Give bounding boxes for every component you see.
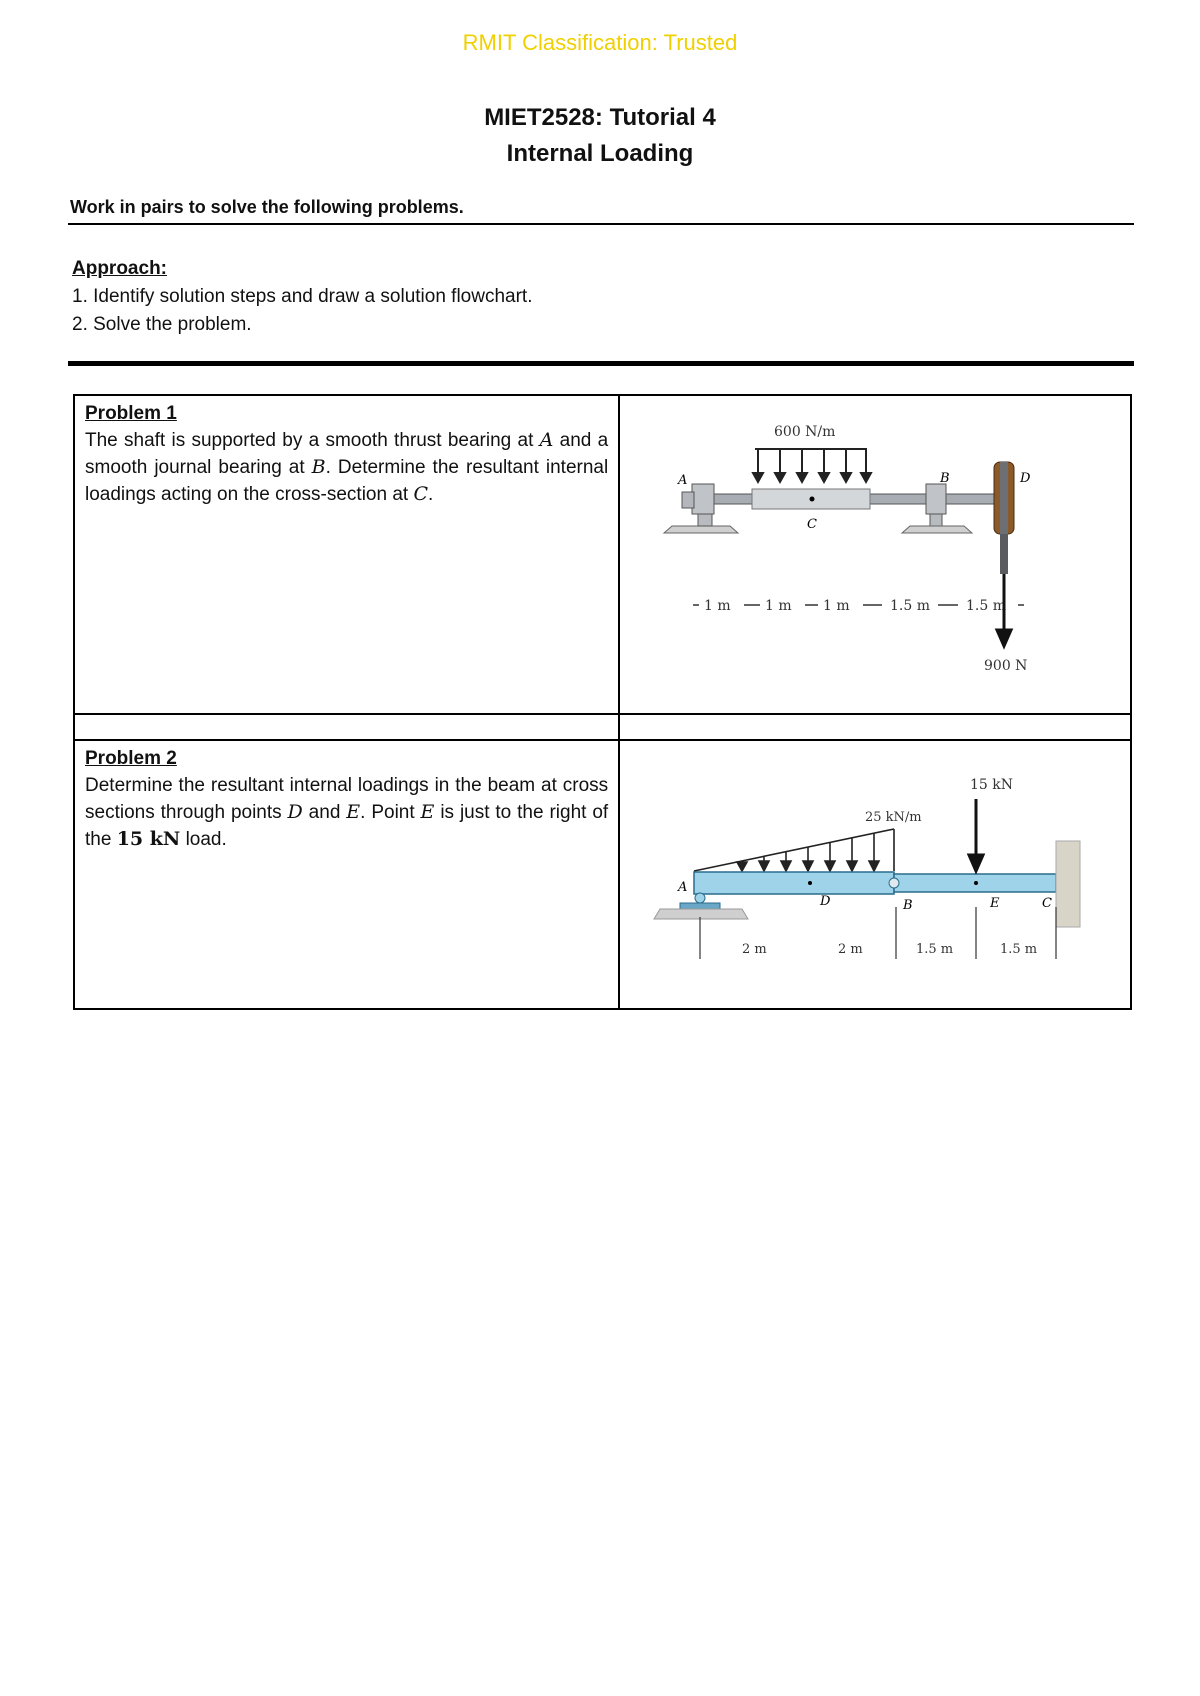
label-b: B (903, 898, 913, 913)
dim-3: 1 m (823, 598, 850, 614)
problem-1-text-cell (74, 395, 619, 714)
dimension-row (704, 598, 1006, 614)
problem-1-statement: The shaft is supported by a smooth thrust bearing at A and a smooth journal bearing at B. Determine the resultant internal loadings acting on the cross-section at C. (85, 429, 609, 505)
dimension-row (742, 942, 1037, 957)
label-c: C (807, 517, 818, 532)
course-title: MIET2528: Tutorial 4 (484, 104, 716, 131)
problem-row (74, 395, 1131, 714)
label-a: A (678, 473, 688, 488)
beam-diagram (620, 741, 1126, 1003)
problem-row (74, 740, 1131, 1009)
label-b: B (940, 471, 950, 486)
bearing-a (692, 484, 714, 514)
approach-step: 1. Identify solution steps and draw a solution flowchart. (72, 286, 533, 307)
wall-c (1056, 841, 1080, 927)
label-a: A (678, 880, 688, 895)
problems-table (73, 394, 1132, 1010)
problem-2-title: Problem 2 (85, 748, 177, 769)
dim-1: 2 m (742, 942, 767, 957)
triangular-load (694, 829, 894, 871)
point-c-marker (810, 497, 815, 502)
topic-title: Internal Loading (506, 140, 694, 167)
dim-4: 1.5 m (1000, 942, 1038, 957)
pin-b (889, 878, 899, 888)
approach-heading: Approach: (72, 258, 167, 279)
distributed-load-arrows (753, 449, 871, 482)
label-d: D (820, 894, 831, 909)
force-label: 900 N (984, 658, 1028, 674)
bearing-b (926, 484, 946, 514)
problem-2-text-cell (74, 740, 619, 1009)
problem-2-figure-cell (619, 740, 1131, 1009)
instruction: Work in pairs to solve the following problems. (70, 197, 464, 217)
point-load-label: 15 kN (970, 777, 1014, 793)
roller-a (695, 893, 705, 903)
divider (68, 223, 1134, 225)
title-block (0, 100, 1200, 172)
label-e: E (990, 896, 1000, 911)
approach-step: 2. Solve the problem. (72, 314, 252, 335)
dim-1: 1 m (704, 598, 731, 614)
shaft-diagram (620, 396, 1126, 708)
dim-4: 1.5 m (890, 598, 931, 614)
approach-section (72, 255, 532, 339)
distributed-load-label: 600 N/m (774, 424, 836, 440)
dim-5: 1.5 m (966, 598, 1007, 614)
beam-segment-ab (694, 872, 894, 894)
label-d: D (1020, 471, 1031, 486)
force-arrow-15kn (969, 799, 983, 871)
divider-thick (68, 361, 1134, 366)
spacer-row (74, 714, 1131, 740)
problem-2-statement: Determine the resultant internal loadings in the beam at cross sections through points D and E. Point E is just to the right of the 15 kN load. (85, 775, 609, 850)
classification-label: RMIT Classification: Trusted (462, 30, 738, 55)
dim-2: 1 m (765, 598, 792, 614)
label-c: C (1042, 896, 1053, 911)
problem-1-figure-cell (619, 395, 1131, 714)
problem-1-title: Problem 1 (85, 403, 177, 424)
distributed-load-label: 25 kN/m (865, 810, 922, 825)
dim-3: 1.5 m (916, 942, 954, 957)
dim-2: 2 m (838, 942, 863, 957)
